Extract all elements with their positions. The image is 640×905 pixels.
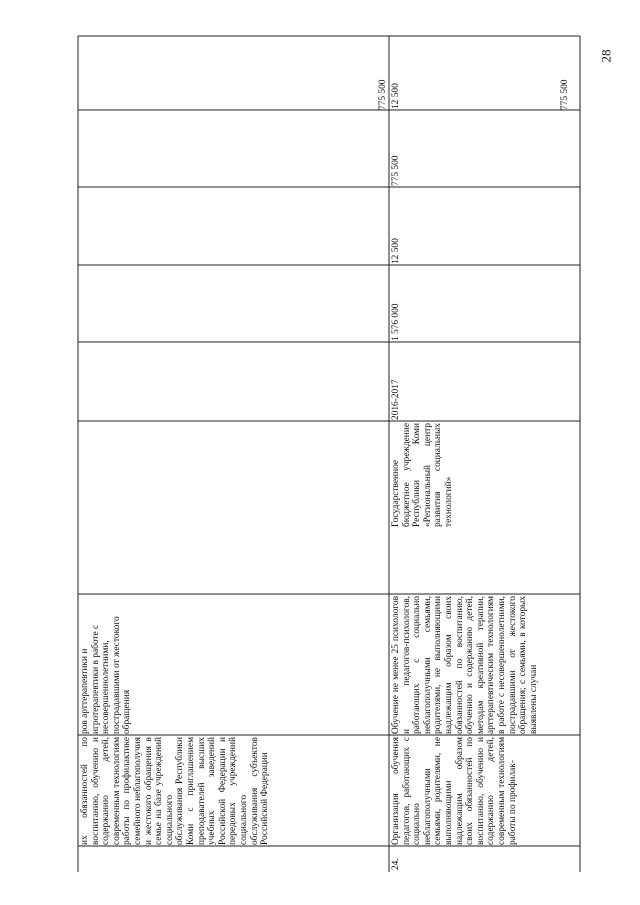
row1-col1-text: их обязанностей по воспитанию, обучению и содержанию детей, современным технологиям работы по профилактике семейного неблагополучия и жестокого обращения в семье на базе учреждений социального обслуживания Республики Коми с приглашением преподавателей высших учебных заведений Российской Федерации и передовых учреждений социального обслуживания субъектов Российской Федерации: [80, 737, 271, 845]
row2-col7-cell: [391, 112, 405, 186]
row2-col2-text: Обучение не менее 25 психологов и педагогов-психологов, работающих с социально неблагополучными семьями, родителями, не выполняющими надлежащим образом своих обязанностей по воспитанию, обучению и содержанию детей, методам креативной терапии, арттерапевтическим технологиям в работе с несовершеннолетними, пострадавшими от жестокого обращения; с семьями, в которых выявлены случаи: [391, 596, 539, 734]
row2-col8-cell: [391, 38, 405, 109]
row1-col9-cell: [378, 60, 392, 110]
row1-col2-cell: [80, 596, 133, 734]
row2-col8-value: 12 500: [391, 83, 401, 109]
row2-col1-cell: [391, 737, 580, 845]
row2-col3-cell: [391, 423, 471, 593]
row1-col9-value: 775 500: [378, 79, 388, 110]
row2-col5-value: 1 576 000: [391, 303, 401, 341]
row2-col3-text: Государственное бюджетное учреждение Республики Коми «Региональный центр развития социальных технологий»: [391, 423, 454, 527]
row2-index-cell: [391, 848, 409, 872]
row2-col2-cell: [391, 596, 580, 734]
row2-col9-value: 775 500: [560, 79, 570, 110]
page-number: 28: [598, 49, 613, 63]
row2-col6-value: 12 500: [391, 238, 401, 264]
row2-col5-cell: [391, 267, 405, 341]
row2-index: 24.: [391, 858, 401, 870]
row2-col4-cell: [391, 344, 405, 420]
row2-col7-value: 775 500: [391, 155, 401, 186]
row2-col4-years: 2016-2017: [391, 379, 401, 420]
row2-col6-cell: [391, 189, 405, 264]
row2-col9-cell: [560, 40, 576, 110]
row1-col1-cell: [80, 737, 389, 845]
row2-col1-text: Организация обучения педагогов, работающих с социально неблагополучными семьями, родителями, не выполняющими надлежащим образом своих обязанностей по воспитанию, обучению и содержанию детей, современным технологиям работы по профилак-: [391, 737, 518, 845]
row1-col2-text: ров арттерапевтики и игротерапевтики в работе с несовершеннолетними, пострадавшими от жестокого обращения: [80, 616, 133, 734]
